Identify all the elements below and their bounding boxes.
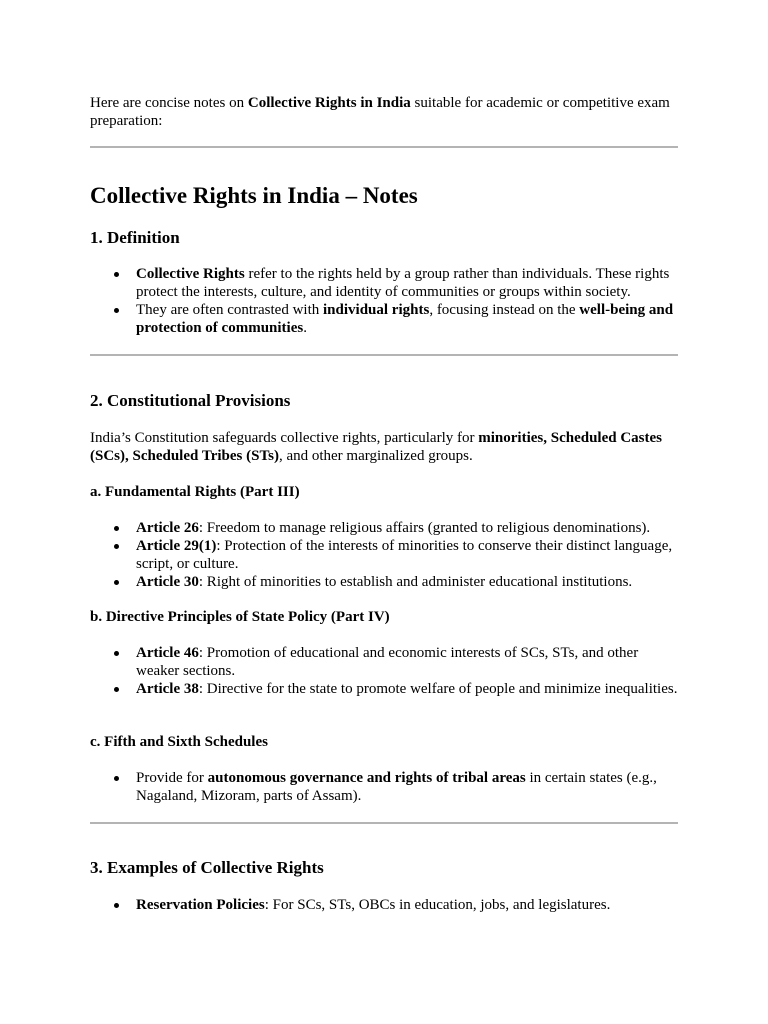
intro-bold-topic: Collective Rights in India bbox=[247, 95, 411, 111]
list-item bbox=[136, 769, 678, 805]
list-item-text: : Directive for the state to promote welfare of people and minimize inequalities. bbox=[198, 681, 678, 697]
definition-list bbox=[90, 265, 678, 337]
paragraph-text: , and other marginalized groups. bbox=[278, 448, 473, 464]
divider bbox=[90, 822, 678, 824]
page-title: Collective Rights in India – Notes bbox=[90, 183, 418, 208]
subheading-directive-principles: b. Directive Principles of State Policy (Part IV) bbox=[90, 609, 390, 625]
list-item bbox=[136, 896, 678, 914]
list-item bbox=[136, 301, 678, 337]
list-item-text: in certain states (e.g., Nagaland, Mizoram, parts of Assam). bbox=[136, 770, 657, 804]
list-item bbox=[136, 537, 678, 573]
paragraph-text: India’s Constitution safeguards collective rights, particularly for bbox=[90, 430, 479, 446]
list-item bbox=[136, 519, 678, 537]
directive-principles-list bbox=[90, 644, 678, 698]
intro-text: Here are concise notes on bbox=[90, 95, 248, 111]
subheading-schedules: c. Fifth and Sixth Schedules bbox=[90, 734, 268, 750]
section-heading-definition: 1. Definition bbox=[90, 228, 180, 247]
bold-term: well-being and protection of communities bbox=[136, 302, 674, 336]
subheading-fundamental-rights: a. Fundamental Rights (Part III) bbox=[90, 484, 300, 500]
bold-term: Article 46 bbox=[136, 645, 199, 661]
intro-text-end: suitable for academic or competitive exam preparation: bbox=[90, 95, 670, 129]
divider bbox=[90, 354, 678, 356]
bold-term: Article 29(1) bbox=[136, 538, 217, 554]
section-heading-constitutional-provisions: 2. Constitutional Provisions bbox=[90, 391, 291, 410]
bold-term: Article 38 bbox=[136, 681, 199, 697]
divider bbox=[90, 146, 678, 148]
list-item-text: : Protection of the interests of minorities to conserve their distinct language, script, or culture. bbox=[136, 538, 673, 572]
bold-term: autonomous governance and rights of tribal areas bbox=[207, 770, 526, 786]
constitution-paragraph bbox=[90, 429, 678, 465]
bold-term: Article 26 bbox=[136, 520, 199, 536]
section-heading-examples: 3. Examples of Collective Rights bbox=[90, 858, 324, 877]
list-item-text: : Promotion of educational and economic interests of SCs, STs, and other weaker sections. bbox=[136, 645, 639, 679]
fundamental-rights-list bbox=[90, 519, 678, 591]
bold-term: individual rights bbox=[323, 302, 430, 318]
examples-list bbox=[90, 896, 678, 914]
list-item bbox=[136, 680, 678, 698]
list-item-text: They are often contrasted with bbox=[136, 302, 324, 318]
bold-term: Article 30 bbox=[136, 574, 199, 590]
bold-term: Collective Rights bbox=[136, 266, 245, 282]
intro-paragraph bbox=[90, 94, 678, 130]
list-item bbox=[136, 265, 678, 301]
list-item-text: , focusing instead on the bbox=[429, 302, 580, 318]
list-item bbox=[136, 644, 678, 680]
list-item-text: Provide for bbox=[136, 770, 208, 786]
schedules-list bbox=[90, 769, 678, 805]
list-item-text: : Freedom to manage religious affairs (granted to religious denominations). bbox=[198, 520, 651, 536]
bold-term: minorities, Scheduled Castes (SCs), Scheduled Tribes (STs) bbox=[90, 430, 662, 464]
bold-term: Reservation Policies bbox=[136, 897, 265, 913]
list-item-text: . bbox=[303, 320, 307, 336]
list-item-text: : For SCs, STs, OBCs in education, jobs, and legislatures. bbox=[264, 897, 611, 913]
list-item bbox=[136, 573, 678, 591]
list-item-text: : Right of minorities to establish and administer educational institutions. bbox=[198, 574, 633, 590]
list-item-text: refer to the rights held by a group rather than individuals. These rights protect the interests, culture, and identity of communities or groups within society. bbox=[136, 266, 670, 300]
